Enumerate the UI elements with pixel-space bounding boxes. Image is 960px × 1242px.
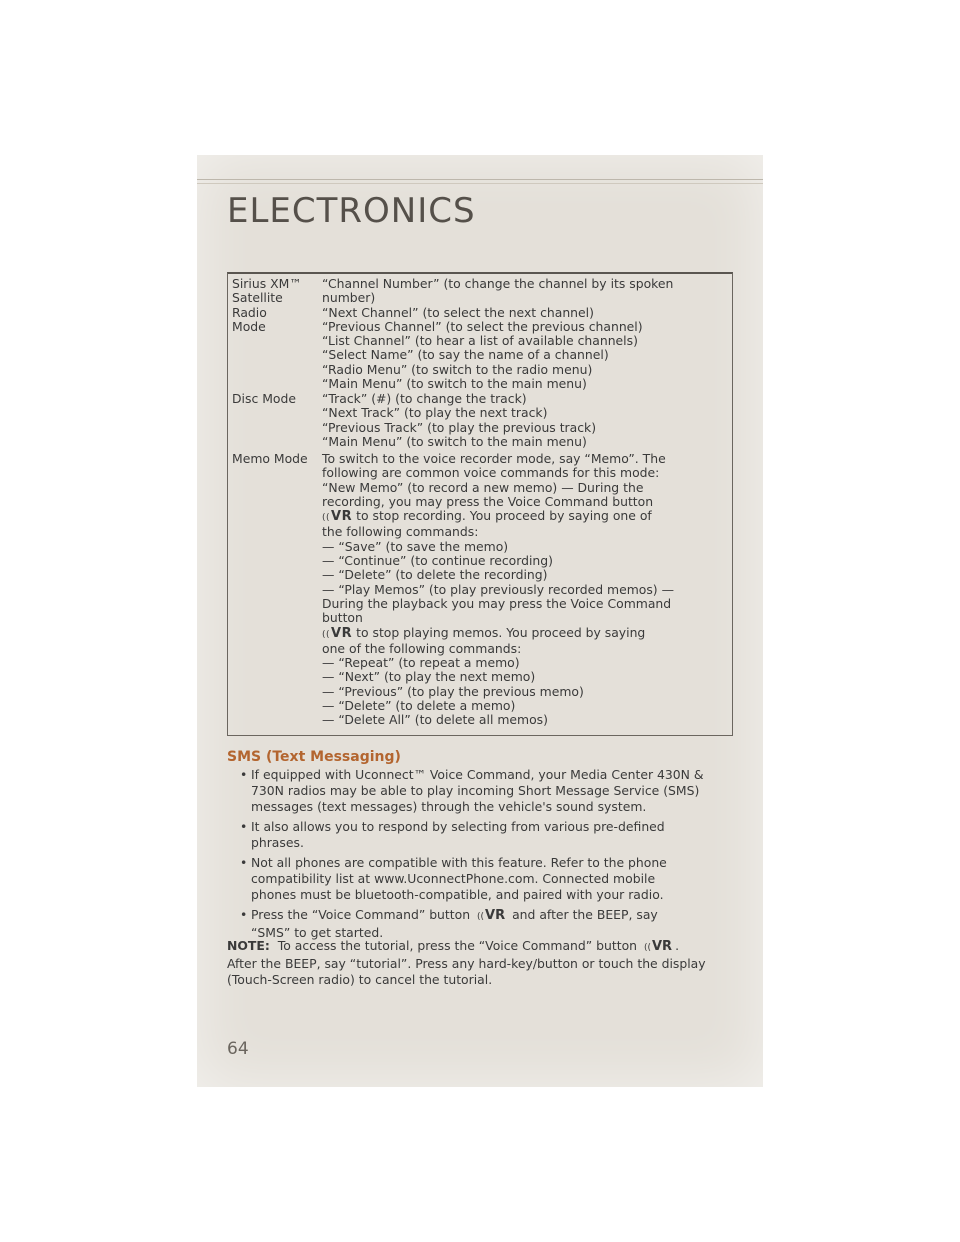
list-item: • If equipped with Uconnect™ Voice Command, your Media Center 430N & 730N radios may be able to play incoming Short Message Service (SMS) messages (text messages) through the vehicle's sound system.: [240, 767, 704, 814]
note-paragraph: NOTE: To access the tutorial, press the “Voice Command” button ((VR . After the BEEP, say “tutorial”. Press any hard-key/button or touch the display (Touch-Screen radio) to cancel the tutorial.: [227, 938, 706, 987]
mode-label: Memo Mode: [232, 451, 308, 466]
mode-label: Disc Mode: [232, 391, 296, 406]
sms-bullet-list: [241, 767, 721, 945]
command-list: To switch to the voice recorder mode, say “Memo”. The following are common voice commands for this mode: “New Memo” (to record a new memo) — During the recording, you may press the Voice Command button ((VR to stop recording. You proceed by saying one of the following commands: — “Save” (to save the memo) — “Continue” (to continue recording) — “Delete” (to delete the recording) — “Play Memos” (to play previously recorded memos) — During the playback you may press the Voice Command button ((VR to stop playing memos. You proceed by saying one of the following commands: — “Repeat” (to repeat a memo) — “Next” (to play the next memo) — “Previous” (to play the previous memo) — “Delete” (to delete a memo) — “Delete All” (to delete all memos): [322, 451, 674, 728]
voice-command-icon: ((VR: [322, 509, 353, 525]
sms-section-title: SMS (Text Messaging): [227, 749, 401, 765]
command-list: “Channel Number” (to change the channel by its spoken number) “Next Channel” (to select the next channel) “Previous Channel” (to select the previous channel) “List Channel” (to hear a list of available channels) “Select Name” (to say the name of a channel) “Radio Menu” (to switch to the radio menu) “Main Menu” (to switch to the main menu): [322, 276, 674, 392]
header-rule-secondary: [197, 183, 763, 184]
section-title: ELECTRONICS: [227, 191, 476, 231]
list-item: • Not all phones are compatible with this feature. Refer to the phone compatibility list at www.UconnectPhone.com. Connected mobile phones must be bluetooth-compatible, and paired with your radio.: [240, 855, 667, 902]
note-label: NOTE:: [227, 938, 270, 953]
mode-label: Sirius XM™ Satellite Radio Mode: [232, 276, 302, 334]
command-list: “Track” (#) (to change the track) “Next Track” (to play the next track) “Previous Track” (to play the previous track) “Main Menu” (to switch to the main menu): [322, 391, 597, 449]
voice-command-icon: ((VR: [643, 939, 673, 954]
voice-command-icon: ((VR: [322, 625, 353, 641]
header-rule: [197, 179, 763, 180]
list-item: • Press the “Voice Command” button ((VR and after the BEEP, say “SMS” to get started.: [240, 907, 658, 940]
voice-command-icon: ((VR: [477, 908, 506, 923]
manual-page: [197, 155, 763, 1087]
list-item: • It also allows you to respond by selecting from various pre-defined phrases.: [240, 819, 665, 850]
voice-command-table: [227, 272, 733, 736]
page-number: 64: [227, 1039, 249, 1059]
